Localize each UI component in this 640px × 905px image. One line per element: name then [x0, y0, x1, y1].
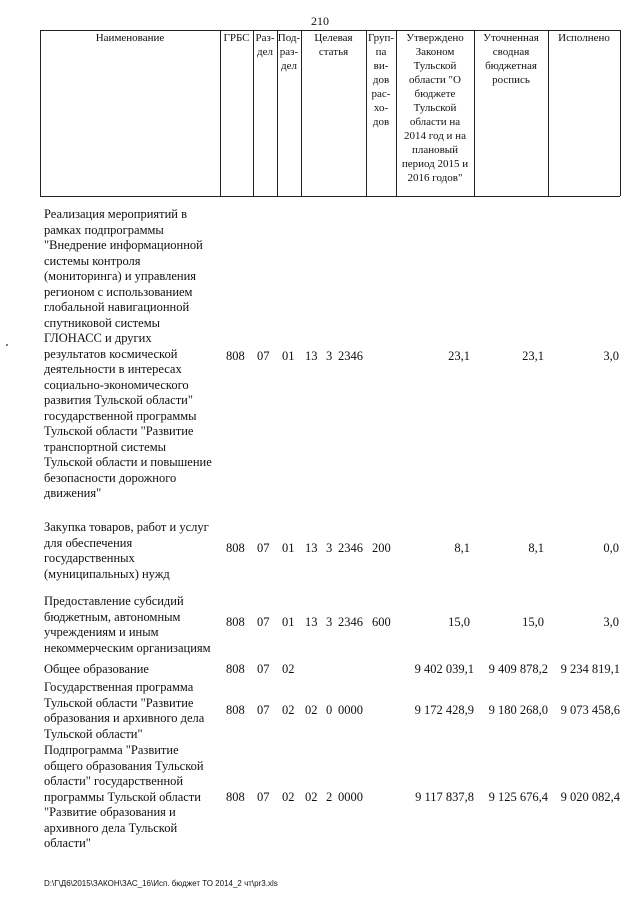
row-name: Реализация мероприятий в рамках подпрограммы "Внедрение информационной системы контроля (мониторинга) и управления регионом с использованием глобальной навигационной спутниковой системы ГЛОНАСС и других результатов космической деятельности в интересах социально-экономического развития Тульской области" государственной программы Тульской области "Развитие транспортной системы Тульской области и повышение безопасности дорожного движения" — [44, 207, 212, 500]
row-refined: 9 409 878,2 — [488, 662, 548, 676]
row-subsection: 01 — [282, 349, 295, 363]
row-grbs: 808 — [226, 349, 245, 363]
row-executed: 3,0 — [603, 349, 619, 363]
header-executed: Исполнено — [558, 32, 610, 44]
row-refined: 9 180 268,0 — [488, 703, 548, 717]
row-approved: 23,1 — [448, 349, 470, 363]
row-refined: 9 125 676,4 — [488, 790, 548, 804]
row-subsection: 01 — [282, 615, 295, 629]
header-col-divider — [620, 30, 621, 196]
row-refined: 23,1 — [522, 349, 544, 363]
row-section: 07 — [257, 615, 270, 629]
row-name: Закупка товаров, работ и услуг для обеспечения государственных (муниципальных) нужд — [44, 520, 209, 581]
header-target: Целевая статья — [314, 32, 353, 58]
header-section: Раз- дел — [255, 32, 275, 58]
row-grbs: 808 — [226, 790, 245, 804]
row-grbs: 808 — [226, 662, 245, 676]
row-group: 200 — [372, 541, 391, 555]
row-target-subprogram: 0 — [326, 703, 333, 717]
row-group: 600 — [372, 615, 391, 629]
row-executed: 9 234 819,1 — [560, 662, 620, 676]
row-grbs: 808 — [226, 541, 245, 555]
row-section: 07 — [257, 349, 270, 363]
page-number: 210 — [311, 14, 329, 28]
row-section: 07 — [257, 790, 270, 804]
row-target-code: 0000 — [338, 703, 363, 717]
row-target-code: 2346 — [338, 349, 363, 363]
row-grbs: 808 — [226, 615, 245, 629]
row-name: Общее образование — [44, 662, 149, 676]
row-target-subprogram: 3 — [326, 615, 333, 629]
header-approved: Утверждено Законом Тульской области "О бюджете Тульской области на 2014 год и на плановый период 2015 и 2016 годов" — [401, 32, 469, 184]
row-executed: 9 073 458,6 — [560, 703, 620, 717]
row-refined: 8,1 — [528, 541, 544, 555]
header-refined: Уточненная сводная бюджетная роспись — [483, 32, 539, 86]
row-target-program: 13 — [305, 615, 318, 629]
header-subsection: Под- раз- дел — [277, 32, 301, 72]
row-name: Государственная программа Тульской области "Развитие образования и архивного дела Тульской области" — [44, 680, 205, 741]
row-target-code: 2346 — [338, 541, 363, 555]
row-target-code: 0000 — [338, 790, 363, 804]
row-section: 07 — [257, 662, 270, 676]
row-target-program: 13 — [305, 541, 318, 555]
scan-speck — [6, 344, 8, 346]
row-approved: 8,1 — [454, 541, 470, 555]
header-group: Груп- па ви- дов рас- хо- дов — [367, 32, 395, 128]
row-approved: 15,0 — [448, 615, 470, 629]
row-subsection: 02 — [282, 662, 295, 676]
row-approved: 9 402 039,1 — [414, 662, 474, 676]
header-name: Наименование — [95, 32, 165, 44]
row-grbs: 808 — [226, 703, 245, 717]
row-target-subprogram: 3 — [326, 349, 333, 363]
file-path-footer: D:\Г\Д6\2015\ЗАКОН\ЗАС_16\Исп. бюджет ТО 2014_2 чт\pr3.xls — [44, 879, 278, 888]
row-executed: 0,0 — [603, 541, 619, 555]
row-approved: 9 172 428,9 — [414, 703, 474, 717]
row-target-program: 02 — [305, 703, 318, 717]
row-target-code: 2346 — [338, 615, 363, 629]
header-bottom-border — [40, 196, 620, 197]
row-approved: 9 117 837,8 — [415, 790, 474, 804]
row-name: Предоставление субсидий бюджетным, автономным учреждениям и иным некоммерческим организациям — [44, 594, 211, 655]
row-section: 07 — [257, 703, 270, 717]
row-target-subprogram: 3 — [326, 541, 333, 555]
row-refined: 15,0 — [522, 615, 544, 629]
row-section: 07 — [257, 541, 270, 555]
row-target-subprogram: 2 — [326, 790, 333, 804]
row-subsection: 02 — [282, 703, 295, 717]
row-subsection: 02 — [282, 790, 295, 804]
row-name: Подпрограмма "Развитие общего образования Тульской области" государственной программы Тульской области "Развитие образования и архивного дела Тульской области" — [44, 743, 204, 850]
header-grbs: ГРБС — [223, 32, 250, 44]
header-col-divider — [548, 30, 549, 196]
row-target-program: 02 — [305, 790, 318, 804]
row-executed: 9 020 082,4 — [560, 790, 620, 804]
row-subsection: 01 — [282, 541, 295, 555]
row-target-program: 13 — [305, 349, 318, 363]
header-col-divider — [40, 30, 41, 196]
header-col-divider — [220, 30, 221, 196]
row-executed: 3,0 — [603, 615, 619, 629]
